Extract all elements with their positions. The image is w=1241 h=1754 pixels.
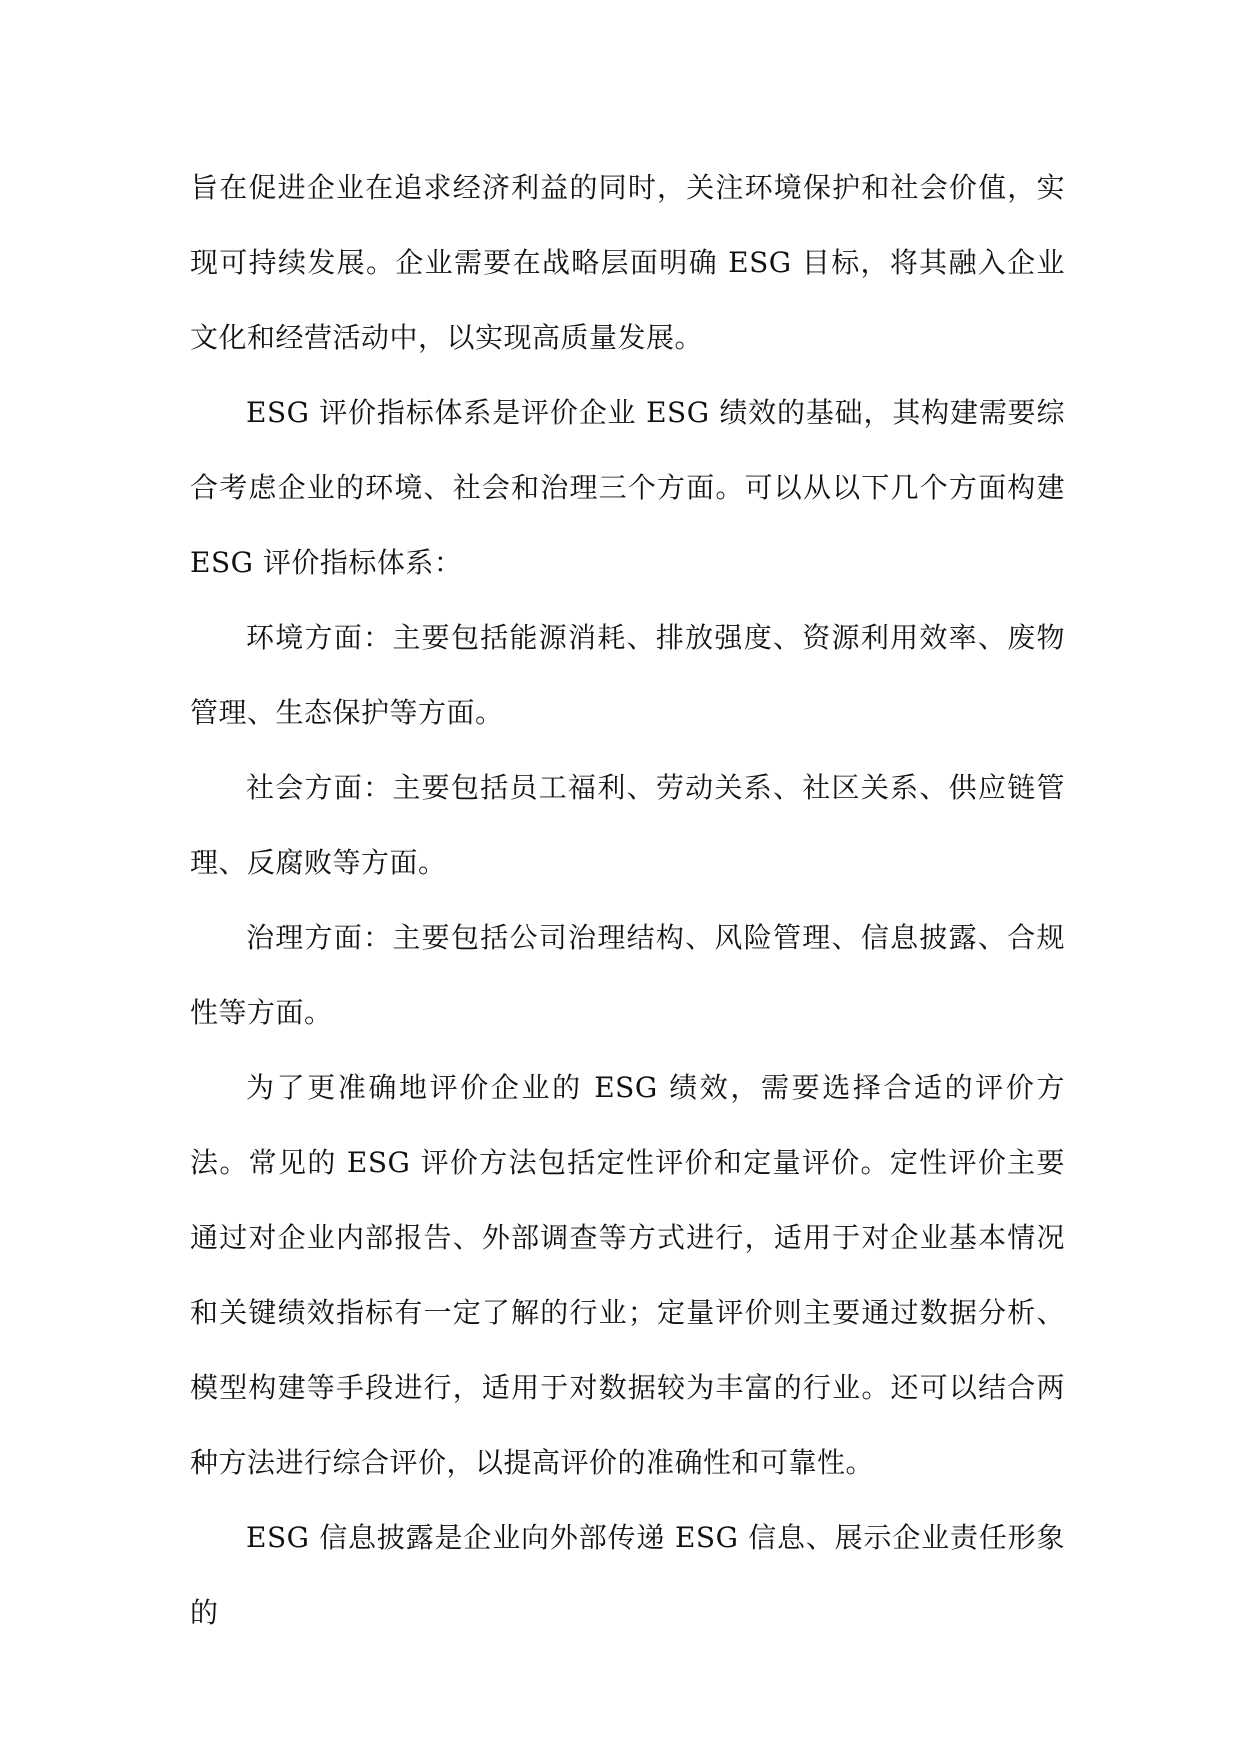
paragraph-continuation: 旨在促进企业在追求经济利益的同时，关注环境保护和社会价值，实现可持续发展。企业需要在战略层面明确 ESG 目标，将其融入企业文化和经营活动中，以实现高质量发展。 [190, 171, 1065, 354]
paragraph-disclosure: ESG 信息披露是企业向外部传递 ESG 信息、展示企业责任形象的 [190, 1521, 1065, 1629]
body-text [190, 150, 1065, 1650]
paragraph-evaluation-methods: 为了更准确地评价企业的 ESG 绩效，需要选择合适的评价方法。常见的 ESG 评价方法包括定性评价和定量评价。定性评价主要通过对企业内部报告、外部调查等方式进行，适用于对企业基本情况和关键绩效指标有一定了解的行业；定量评价则主要通过数据分析、模型构建等手段进行，适用于对数据较为丰富的行业。还可以结合两种方法进行综合评价，以提高评价的准确性和可靠性。 [190, 1071, 1065, 1479]
paragraph-governance: 治理方面：主要包括公司治理结构、风险管理、信息披露、合规性等方面。 [190, 921, 1065, 1029]
paragraph-esg-index-system: ESG 评价指标体系是评价企业 ESG 绩效的基础，其构建需要综合考虑企业的环境、社会和治理三个方面。可以从以下几个方面构建 ESG 评价指标体系： [190, 396, 1065, 579]
paragraph-environment: 环境方面：主要包括能源消耗、排放强度、资源利用效率、废物管理、生态保护等方面。 [190, 621, 1065, 729]
paragraph-social: 社会方面：主要包括员工福利、劳动关系、社区关系、供应链管理、反腐败等方面。 [190, 771, 1065, 879]
